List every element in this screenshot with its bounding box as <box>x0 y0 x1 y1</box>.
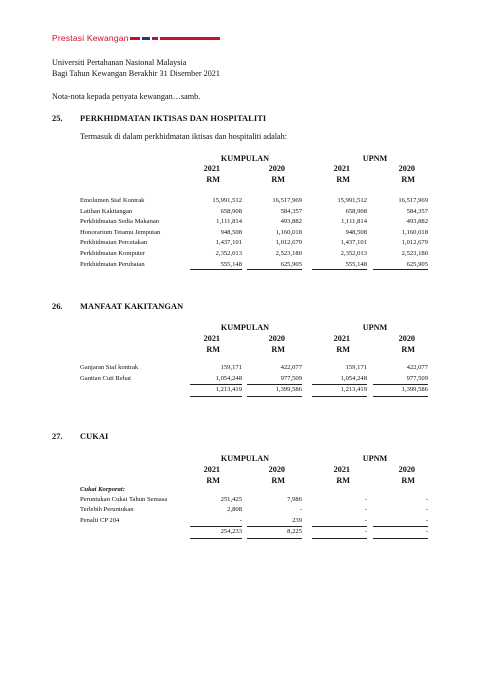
s27-subhead: Cukai Korporat: <box>80 486 125 493</box>
header-accent-bars <box>130 37 220 40</box>
s27-cell-k21: 2,808 <box>227 506 242 514</box>
s27-cell-u21: - <box>364 506 367 514</box>
accent-bar-2 <box>142 37 150 40</box>
s27-total-k21: 254,233 <box>220 528 242 535</box>
s26-cell-u21: 159,171 <box>345 364 367 371</box>
s27-rule-top-u21 <box>312 526 367 527</box>
s26-group-kumpulan: KUMPULAN <box>220 323 270 332</box>
s25-group-kumpulan: KUMPULAN <box>220 154 270 163</box>
s25-cell-k20: 1,012,679 <box>275 239 302 247</box>
s25-row-label: Latihan Kakitangan <box>80 207 133 215</box>
s26-k2021-header: 2021 RM <box>203 334 220 354</box>
accent-bar-3 <box>152 37 158 40</box>
s27-rule-bottom-k21 <box>190 538 242 539</box>
s25-u2021-header: 2021 RM <box>333 164 350 184</box>
s25-row-label: Perkhidmatan Komputer <box>80 250 146 257</box>
s26-rule-top-k20 <box>247 384 302 385</box>
s27-total-k20: 8,225 <box>287 528 302 535</box>
s25-cell-u20: 625,905 <box>406 260 428 268</box>
s26-k2020-header: 2020 RM <box>268 334 285 354</box>
s27-rule-bottom-u21 <box>312 538 367 539</box>
s27-u2021-header: 2021 RM <box>333 465 350 485</box>
s25-cell-u21: 1,437,101 <box>340 239 367 247</box>
s25-cell-k20: 625,905 <box>280 260 302 268</box>
s26-total-u20: 1,399,586 <box>401 386 428 393</box>
s25-rule-u20 <box>373 269 428 270</box>
s27-rule-top-u20 <box>373 526 428 527</box>
s26-u2021-header: 2021 RM <box>333 334 350 354</box>
s25-cell-u21: 15,991,512 <box>337 197 367 204</box>
s27-row-label: Terlebih Peruntukan <box>80 506 134 514</box>
s26-cell-u20: 422,077 <box>406 364 428 371</box>
s26-total-u21: 1,213,419 <box>340 386 367 393</box>
s27-cell-u20: - <box>425 496 428 503</box>
s25-row-label: Emolumen Staf Kontrak <box>80 197 145 204</box>
s26-cell-k20: 977,509 <box>280 374 302 382</box>
s27-cell-k20: - <box>299 506 302 514</box>
s26-row-label: Ganjaran Staf kontrak <box>80 364 139 371</box>
s27-row-label: Penalti CP 204 <box>80 516 120 524</box>
s27-total-u20: - <box>425 528 428 535</box>
entity-period: Bagi Tahun Kewangan Berakhir 31 Disember 2021 <box>52 68 220 78</box>
accent-bar-4 <box>160 37 220 40</box>
s25-u2020-header: 2020 RM <box>398 164 415 184</box>
s26-total-k21: 1,213,419 <box>215 386 242 393</box>
s26-rule-bottom-u20 <box>373 396 428 397</box>
s27-rule-top-k21 <box>190 526 242 527</box>
s26-rule-top-k21 <box>190 384 242 385</box>
s25-cell-u20: 1,012,679 <box>401 239 428 247</box>
s27-cell-k20: 239 <box>292 516 302 524</box>
s25-cell-u21: 948,508 <box>345 228 367 236</box>
entity-name: Universiti Pertahanan Nasional Malaysia <box>52 58 187 67</box>
s25-cell-k20: 16,517,969 <box>272 197 302 204</box>
s27-u2020-header: 2020 RM <box>398 465 415 485</box>
section-27-number: 27. <box>52 432 63 441</box>
s26-row-label: Gantian Cuti Rehat <box>80 374 131 382</box>
s25-rule-k20 <box>247 269 302 270</box>
s25-cell-u20: 493,882 <box>406 218 428 226</box>
section-27-title: CUKAI <box>80 432 109 441</box>
s25-rule-u21 <box>312 269 367 270</box>
s27-cell-k21: - <box>239 516 242 524</box>
s25-row-label: Perkhidmatan Percetakan <box>80 239 148 247</box>
s26-rule-bottom-u21 <box>312 396 367 397</box>
s26-rule-bottom-k20 <box>247 396 302 397</box>
s27-row-label: Peruntukan Cukai Tahun Semasa <box>80 496 168 503</box>
nota-line: Nota-nota kepada penyata kewangan…samb. <box>52 92 201 101</box>
section-26-number: 26. <box>52 302 63 311</box>
s25-group-upnm: UPNM <box>362 154 388 163</box>
s25-cell-k21: 15,991,512 <box>212 197 242 204</box>
s26-cell-k20: 422,077 <box>280 364 302 371</box>
section-25-title: PERKHIDMATAN IKTISAS DAN HOSPITALITI <box>80 114 267 123</box>
s27-cell-u20: - <box>425 516 428 524</box>
s25-row-label: Honorarium Tetamu Jemputan <box>80 228 161 236</box>
s26-cell-u20: 977,509 <box>406 374 428 382</box>
entity-block <box>52 58 220 79</box>
s27-rule-top-k20 <box>247 526 302 527</box>
s25-cell-k21: 1,111,814 <box>216 218 242 226</box>
s25-row-label: Perkhidmatan Sedia Makanan <box>80 218 160 226</box>
section-25-intro: Termasuk di dalam perkhidmatan iktisas dan hospitaliti adalah: <box>80 132 288 141</box>
s27-cell-k20: 7,986 <box>287 496 302 503</box>
s27-cell-u20: - <box>425 506 428 514</box>
s26-rule-bottom-k21 <box>190 396 242 397</box>
s25-cell-u20: 1,160,018 <box>401 228 428 236</box>
s25-cell-u21: 658,908 <box>345 207 367 215</box>
s25-cell-u20: 2,523,180 <box>401 250 428 257</box>
s25-k2021-header: 2021 RM <box>203 164 220 184</box>
s25-cell-k20: 584,357 <box>280 207 302 215</box>
s25-rule-k21 <box>190 269 242 270</box>
s27-rule-bottom-u20 <box>373 538 428 539</box>
s25-cell-k20: 493,882 <box>280 218 302 226</box>
s27-group-upnm: UPNM <box>362 454 388 463</box>
accent-bar-1 <box>130 37 140 40</box>
s26-total-k20: 1,399,586 <box>275 386 302 393</box>
s27-cell-k21: 251,425 <box>220 496 242 503</box>
s26-group-upnm: UPNM <box>362 323 388 332</box>
s26-cell-u21: 1,054,248 <box>340 374 367 382</box>
s25-cell-k21: 2,352,013 <box>215 250 242 257</box>
s26-cell-k21: 1,054,248 <box>215 374 242 382</box>
s27-k2021-header: 2021 RM <box>203 465 220 485</box>
s25-cell-u20: 16,517,969 <box>398 197 428 204</box>
s25-cell-u21: 1,111,814 <box>341 218 367 226</box>
header-title: Prestasi Kewangan <box>52 33 129 43</box>
s27-total-u21: - <box>364 528 367 535</box>
section-26-title: MANFAAT KAKITANGAN <box>80 302 184 311</box>
s27-cell-u21: - <box>364 516 367 524</box>
s25-cell-k21: 658,908 <box>220 207 242 215</box>
s25-cell-u21: 555,148 <box>345 260 367 268</box>
s25-cell-k21: 1,437,101 <box>215 239 242 247</box>
s25-row-label: Perkhidmatan Perubatan <box>80 260 145 268</box>
section-25-number: 25. <box>52 114 63 123</box>
s26-cell-k21: 159,171 <box>220 364 242 371</box>
s26-u2020-header: 2020 RM <box>398 334 415 354</box>
s25-cell-k20: 2,523,180 <box>275 250 302 257</box>
s27-group-kumpulan: KUMPULAN <box>220 454 270 463</box>
s26-rule-top-u20 <box>373 384 428 385</box>
s27-cell-u21: - <box>364 496 367 503</box>
s25-cell-u21: 2,352,013 <box>340 250 367 257</box>
s27-k2020-header: 2020 RM <box>268 465 285 485</box>
s25-cell-u20: 584,357 <box>406 207 428 215</box>
s25-k2020-header: 2020 RM <box>268 164 285 184</box>
s25-cell-k20: 1,160,018 <box>275 228 302 236</box>
s25-cell-k21: 948,508 <box>220 228 242 236</box>
s27-rule-bottom-k20 <box>247 538 302 539</box>
s25-cell-k21: 555,148 <box>220 260 242 268</box>
s26-rule-top-u21 <box>312 384 367 385</box>
